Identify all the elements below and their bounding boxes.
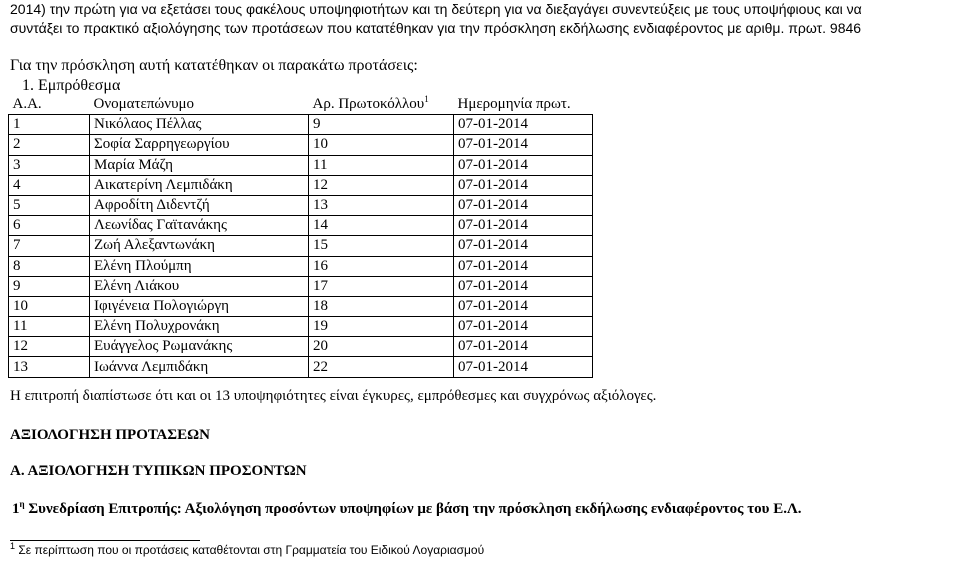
- cell-aa: 12: [9, 337, 90, 357]
- table-row: [9, 276, 593, 296]
- footnote-mark: 1: [10, 541, 16, 551]
- cell-date: 07-01-2014: [454, 155, 593, 175]
- cell-date: 07-01-2014: [454, 236, 593, 256]
- cell-protocol: 10: [309, 135, 454, 155]
- session-number: 1: [12, 501, 20, 517]
- header-aa: Α.Α.: [9, 95, 90, 115]
- cell-name: Αφροδίτη Διδεντζή: [90, 195, 309, 215]
- cell-aa: 13: [9, 357, 90, 377]
- cell-name: Ιωάννα Λεμπιδάκη: [90, 357, 309, 377]
- cell-date: 07-01-2014: [454, 135, 593, 155]
- cell-date: 07-01-2014: [454, 115, 593, 135]
- cell-protocol: 12: [309, 175, 454, 195]
- cell-protocol: 9: [309, 115, 454, 135]
- cell-protocol: 15: [309, 236, 454, 256]
- heading-evaluation: ΑΞΙΟΛΟΓΗΣΗ ΠΡΟΤΑΣΕΩΝ: [10, 427, 210, 443]
- submissions-table: [8, 95, 593, 378]
- cell-aa: 9: [9, 276, 90, 296]
- cell-name: Ελένη Πλούμπη: [90, 256, 309, 276]
- cell-date: 07-01-2014: [454, 317, 593, 337]
- intro-line-2: συντάξει το πρακτικό αξιολόγησης των προτάσεων που κατατέθηκαν για την πρόσκληση εκδήλωσης ενδιαφέροντος με αριθμ. πρωτ. 9846: [10, 20, 862, 36]
- cell-protocol: 11: [309, 155, 454, 175]
- footnote-divider: [10, 540, 200, 541]
- cell-date: 07-01-2014: [454, 195, 593, 215]
- cell-protocol: 20: [309, 337, 454, 357]
- table-body: [9, 115, 593, 377]
- cell-aa: 10: [9, 296, 90, 316]
- session-heading: [12, 499, 801, 519]
- cell-name: Λεωνίδας Γαϊτανάκης: [90, 216, 309, 236]
- cell-aa: 7: [9, 236, 90, 256]
- cell-protocol: 22: [309, 357, 454, 377]
- cell-name: Ελένη Πολυχρονάκη: [90, 317, 309, 337]
- session-text: Συνεδρίαση Επιτροπής: Αξιολόγηση προσόντων υποψηφίων με βάση την πρόσκληση εκδήλωσης ενδιαφέροντος του Ε.Λ.: [28, 501, 802, 517]
- cell-protocol: 17: [309, 276, 454, 296]
- cell-aa: 4: [9, 175, 90, 195]
- cell-protocol: 13: [309, 195, 454, 215]
- cell-aa: 5: [9, 195, 90, 215]
- cell-aa: 2: [9, 135, 90, 155]
- table-row: [9, 195, 593, 215]
- cell-name: Ελένη Λιάκου: [90, 276, 309, 296]
- cell-protocol: 14: [309, 216, 454, 236]
- table-row: [9, 236, 593, 256]
- cell-date: 07-01-2014: [454, 216, 593, 236]
- intro-line-1: 2014) την πρώτη για να εξετάσει τους φακέλους υποψηφιοτήτων και τη δεύτερη για να διεξαγάγει συνεντεύξεις με τους υποψήφιους και να: [10, 1, 862, 17]
- cell-name: Σοφία Σαρρηγεωργίου: [90, 135, 309, 155]
- table-row: [9, 135, 593, 155]
- table-row: [9, 216, 593, 236]
- committee-note: Η επιτροπή διαπίστωσε ότι και οι 13 υποψηφιότητες είναι έγκυρες, εμπρόθεσμες και συγχρόνως αξιόλογες.: [10, 388, 657, 404]
- session-sup: η: [19, 499, 25, 509]
- header-name: Ονοματεπώνυμο: [90, 95, 309, 115]
- list-title: 1. Εμπρόθεσμα: [22, 77, 121, 94]
- footnote: [10, 543, 484, 557]
- cell-name: Ιφιγένεια Πολογιώργη: [90, 296, 309, 316]
- heading-formal: Α. ΑΞΙΟΛΟΓΗΣΗ ΤΥΠΙΚΩΝ ΠΡΟΣΟΝΤΩΝ: [10, 463, 307, 479]
- footnote-ref: 1: [424, 94, 429, 105]
- cell-date: 07-01-2014: [454, 357, 593, 377]
- cell-name: Μαρία Μάζη: [90, 155, 309, 175]
- cell-date: 07-01-2014: [454, 276, 593, 296]
- table-row: [9, 155, 593, 175]
- intro-paragraph: [10, 0, 950, 38]
- cell-name: Αικατερίνη Λεμπιδάκη: [90, 175, 309, 195]
- header-date: Ημερομηνία πρωτ.: [454, 95, 593, 115]
- table-row: [9, 317, 593, 337]
- table-header-row: [9, 95, 593, 115]
- cell-protocol: 16: [309, 256, 454, 276]
- header-protocol: [309, 95, 454, 115]
- cell-aa: 6: [9, 216, 90, 236]
- cell-aa: 1: [9, 115, 90, 135]
- cell-date: 07-01-2014: [454, 296, 593, 316]
- cell-date: 07-01-2014: [454, 175, 593, 195]
- cell-aa: 11: [9, 317, 90, 337]
- table-row: [9, 256, 593, 276]
- cell-name: Ευάγγελος Ρωμανάκης: [90, 337, 309, 357]
- cell-name: Ζωή Αλεξαντωνάκη: [90, 236, 309, 256]
- table-row: [9, 296, 593, 316]
- cell-date: 07-01-2014: [454, 256, 593, 276]
- table-row: [9, 337, 593, 357]
- cell-date: 07-01-2014: [454, 337, 593, 357]
- cell-protocol: 19: [309, 317, 454, 337]
- submissions-intro: Για την πρόσκληση αυτή κατατέθηκαν οι παρακάτω προτάσεις:: [10, 57, 418, 74]
- cell-name: Νικόλαος Πέλλας: [90, 115, 309, 135]
- header-protocol-label: Αρ. Πρωτοκόλλου: [312, 96, 425, 113]
- cell-protocol: 18: [309, 296, 454, 316]
- footnote-text: Σε περίπτωση που οι προτάσεις καταθέτονται στη Γραμματεία του Ειδικού Λογαριασμού: [18, 543, 485, 557]
- table-row: [9, 115, 593, 135]
- table-row: [9, 357, 593, 377]
- cell-aa: 3: [9, 155, 90, 175]
- cell-aa: 8: [9, 256, 90, 276]
- table-row: [9, 175, 593, 195]
